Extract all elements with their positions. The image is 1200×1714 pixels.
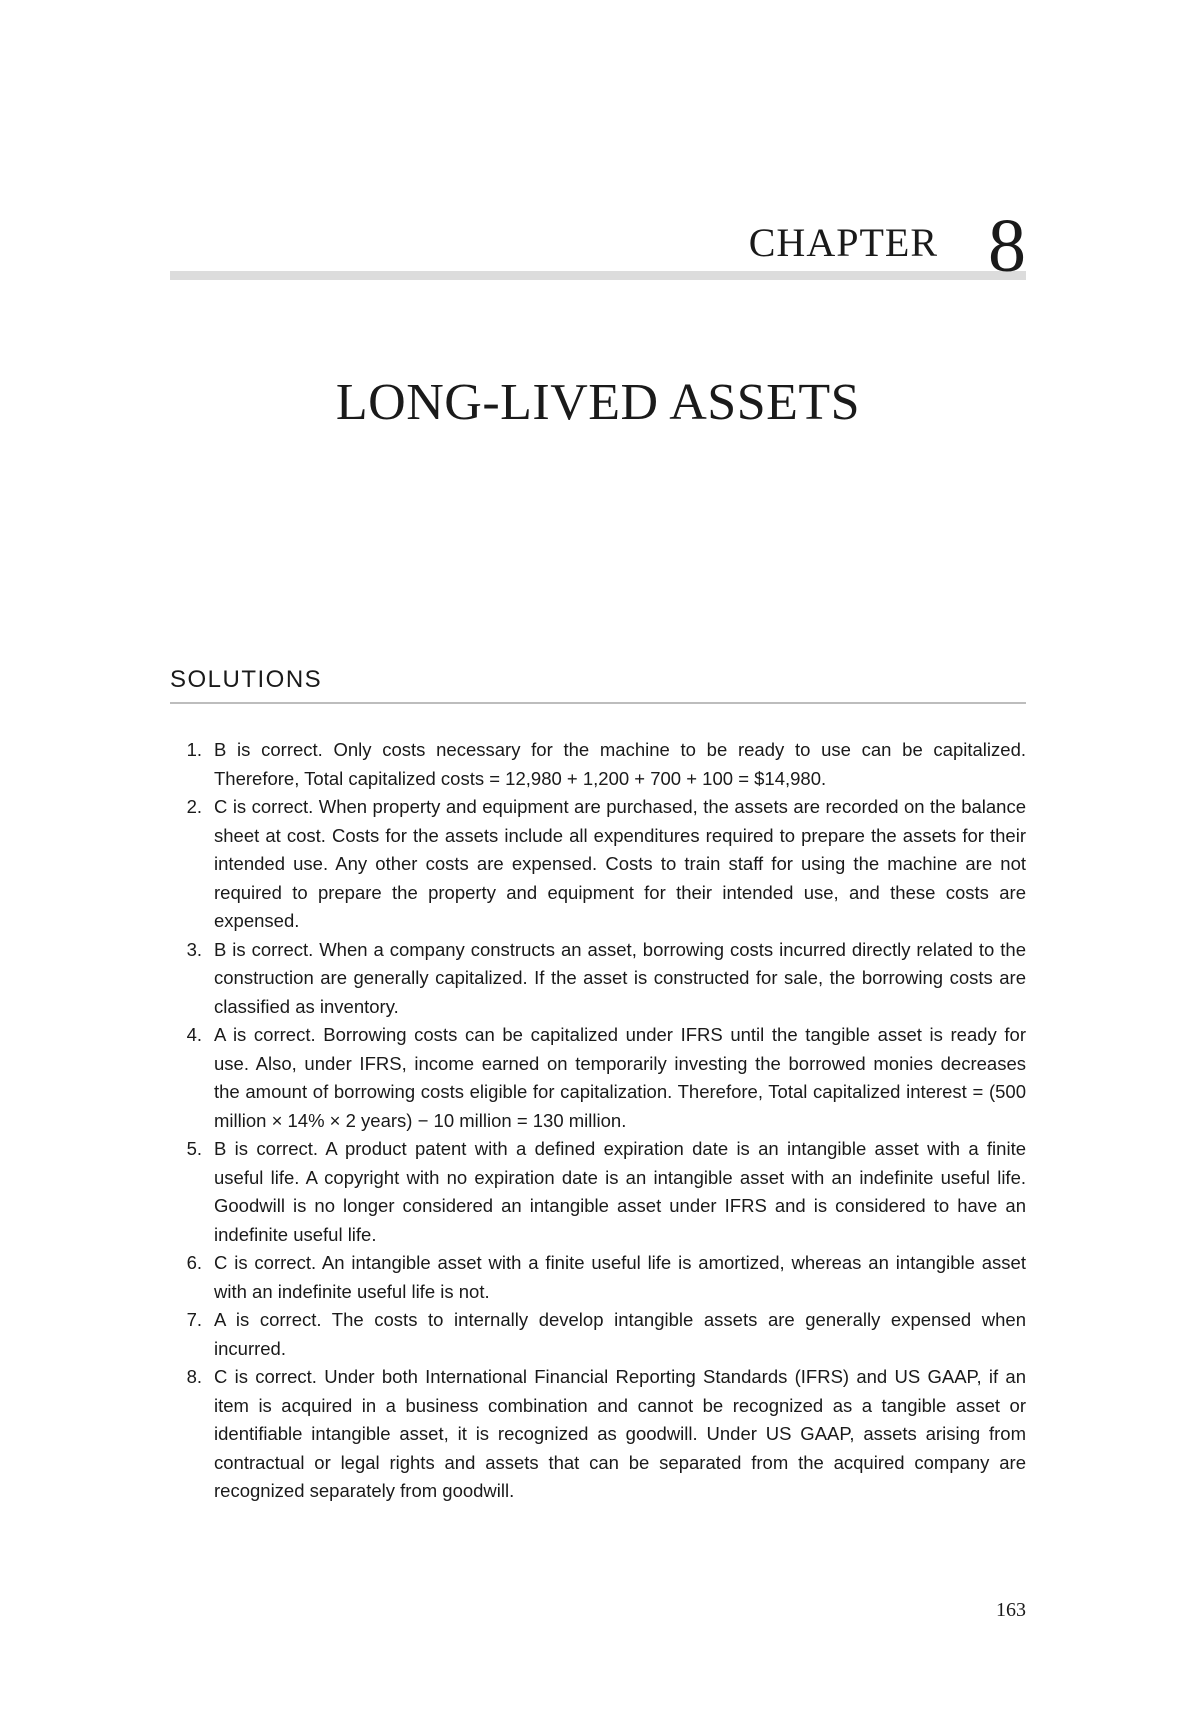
- list-item: [170, 936, 1026, 1022]
- page-number: 163: [996, 1599, 1026, 1621]
- item-text: B is correct. Only costs necessary for the machine to be ready to use can be capitalized. Therefore, Total capitalized costs = 12,980 + 1,200 + 700 + 100 = $14,980.: [214, 739, 1026, 789]
- item-text: C is correct. An intangible asset with a finite useful life is amortized, whereas an intangible asset with an indefinite useful life is not.: [214, 1252, 1026, 1302]
- item-text: C is correct. Under both International Financial Reporting Standards (IFRS) and US GAAP, if an item is acquired in a business combination and cannot be recognized as a tangible asset or identifiable intangible asset, it is recognized as goodwill. Under US GAAP, assets arising from contractual or legal rights and assets that can be separated from the acquired company are recognized separately from goodwill.: [214, 1366, 1026, 1501]
- item-text: C is correct. When property and equipment are purchased, the assets are recorded on the balance sheet at cost. Costs for the assets include all expenditures required to prepare the assets for their intended use. Any other costs are expensed. Costs to train staff for using the machine are not required to prepare the property and equipment for their intended use, and these costs are expensed.: [214, 796, 1026, 931]
- item-text: B is correct. When a company constructs an asset, borrowing costs incurred directly related to the construction are generally capitalized. If the asset is constructed for sale, the borrowing costs are classified as inventory.: [214, 938, 1026, 1017]
- chapter-rule: [170, 271, 1026, 280]
- chapter-header: [170, 204, 1026, 288]
- item-text: A is correct. The costs to internally develop intangible assets are generally expensed when incurred.: [214, 1309, 1026, 1359]
- item-number: 2.: [186, 796, 202, 817]
- item-number: 6.: [186, 1252, 202, 1273]
- chapter-title: LONG-LIVED ASSETS: [335, 374, 861, 431]
- item-number: 8.: [186, 1366, 202, 1387]
- list-item: [170, 1363, 1026, 1506]
- list-item: [170, 1135, 1026, 1249]
- item-text: A is correct. Borrowing costs can be capitalized under IFRS until the tangible asset is ready for use. Also, under IFRS, income earned on temporarily investing the borrowed monies decreases the amount of borrowing costs eligible for capitalization. Therefore, Total capitalized interest = (500 million × 14% × 2 years) − 10 million = 130 million.: [214, 1024, 1026, 1131]
- chapter-label: CHAPTER: [748, 220, 938, 265]
- list-item: [170, 1249, 1026, 1306]
- list-item: [170, 1306, 1026, 1363]
- item-number: 3.: [186, 938, 202, 960]
- item-number: 5.: [186, 1138, 202, 1159]
- list-item: [170, 793, 1026, 936]
- chapter-number: 8: [988, 204, 1026, 288]
- solutions-list: [170, 736, 1026, 1506]
- item-text: B is correct. A product patent with a defined expiration date is an intangible asset with a finite useful life. A copyright with no expiration date is an intangible asset with an indefinite useful life. Goodwill is no longer considered an intangible asset under IFRS and is considered to have an indefinite useful life.: [214, 1138, 1026, 1245]
- list-item: [170, 736, 1026, 793]
- list-item: [170, 1021, 1026, 1135]
- section-heading: SOLUTIONS: [170, 668, 1026, 704]
- item-number: 4.: [186, 1024, 202, 1045]
- item-number: 7.: [186, 1309, 202, 1330]
- item-number: 1.: [186, 739, 202, 760]
